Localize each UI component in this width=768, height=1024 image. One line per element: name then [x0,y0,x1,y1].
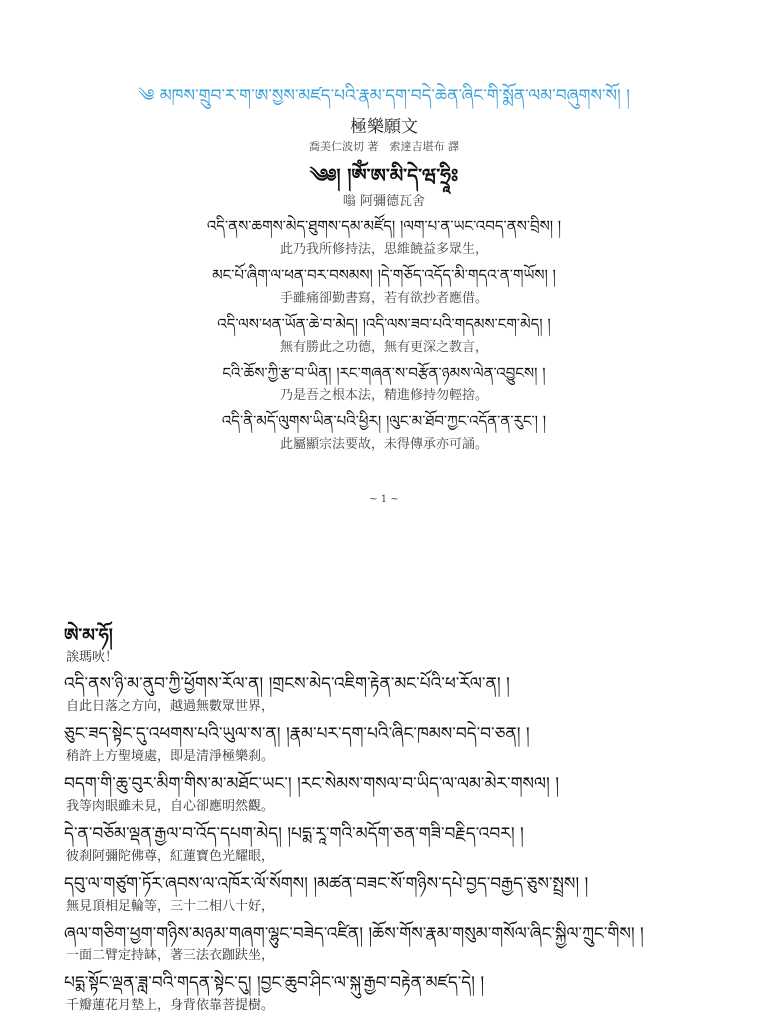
tibetan-title: ༄ མཁས་གྲུབ་ར་ག་ཨ་སྱས་མཛད་པའི་རྣམ་དག་བདེ་ཆེན་ཞིང་གི་སྨོན་ལམ་བཞུགས་སོ། ། [138,86,630,106]
chinese-title: 極樂願文 [350,117,418,137]
prayer-verse-tibetan: ཞལ་གཅིག་ཕྱག་གཉིས་མཉམ་གཞག་ལྷུང་བཟེད་འཛིན། །ཆོས་གོས་རྣམ་གསུམ་གསོལ་ཞིང་སྐྱིལ་ཀྲུང་གིས། ། [64,924,644,944]
colophon-verse-chinese: 此乃我所修持法，思維饒益多眾生， [279,242,488,257]
opening-exclamation-chinese: 誒瑪吙！ [66,650,119,665]
prayer-verse-tibetan: འདི་ནས་ཉི་མ་ནུབ་ཀྱི་ཕྱོགས་རོལ་ན། །གྲངས་མེད་འཇིག་རྟེན་མང་པོའི་ཕ་རོལ་ན། ། [64,674,510,694]
prayer-verse-tibetan: བདག་གི་ཆུ་བུར་མིག་གིས་མ་མཐོང་ཡང་། །རང་སེམས་གསལ་བ་ཡིད་ལ་ལམ་མེར་གསལ། ། [64,774,559,794]
prayer-verse-chinese: 自此日落之方向，越過無數眾世界， [66,699,275,714]
colophon-verse-tibetan: འདི་ནས་ཆགས་མེད་ཐུགས་དམ་མཛོད། །ལག་པ་ན་ཡང་འབད་ནས་བྲིས། ། [206,217,562,235]
prayer-verse-chinese: 千瓣蓮花月墊上，身背依靠菩提樹。 [66,998,275,1013]
colophon-verse-chinese: 無有勝此之功德，無有更深之教言， [279,340,488,355]
prayer-verse-tibetan: ཅུང་ཟད་སྟེང་དུ་འཕགས་པའི་ཡུལ་ས་ན། །རྣམ་པར་དག་པའི་ཞིང་ཁམས་བདེ་བ་ཅན། ། [64,724,530,744]
opening-exclamation-tibetan: ཨེ་མ་ཧོ། [64,625,113,646]
colophon-verse-tibetan: ངའི་ཆོས་ཀྱི་རྩ་བ་ཡིན། །རང་གཞན་ས་བརྩོན་ཉམས་ལེན་འབྱུངས། ། [222,364,546,382]
prayer-verse-tibetan: པདྨ་སྟོང་ལྡན་ཟླ་བའི་གདན་སྟེང་དུ། །བྱང་ཆུབ་ཤིང་ལ་སྐུ་རྒྱབ་བརྟེན་མཛད་དེ། ། [64,973,485,993]
prayer-verse-chinese: 稍許上方聖境處，即是清淨極樂刹。 [66,749,275,764]
prayer-verse-chinese: 我等肉眼雖未見，自心卻應明然觀。 [66,799,275,814]
prayer-verse-tibetan: དེ་ན་བཅོམ་ལྡན་རྒྱལ་བ་འོད་དཔག་མེད། །པདྨ་རཱ་གའི་མདོག་ཅན་གཟི་བརྗིད་འབར། ། [64,824,524,844]
page-gap [0,540,768,560]
colophon-verse-chinese: 乃是吾之根本法，精進修持勿輕捨。 [279,388,488,403]
prayer-verse-tibetan: དབུ་ལ་གཙུག་ཏོར་ཞབས་ལ་འཁོར་ལོ་སོགས། །མཚན་བཟང་སོ་གཉིས་དཔེ་བྱད་བརྒྱད་ཅུས་སྤྲས། ། [64,874,589,894]
prayer-verse-chinese: 無見頂相足輪等，三十二相八十好， [66,899,275,914]
mantra-chinese: 嗡 阿彌德瓦舍 [342,194,426,209]
colophon-verse-chinese: 手雖痛卻勤書寫，若有欲抄者應借。 [279,291,488,306]
colophon-verse-tibetan: མང་པོ་ཞིག་ལ་ཕན་བར་བསམས། །དེ་གཅོད་འདོད་མི་གདའ་ན་གཡོས། ། [212,266,556,284]
prayer-verse-chinese: 一面二臂定持缽，著三法衣跏趺坐， [66,948,275,963]
author-translator-byline: 喬美仁波切 著 索達吉堪布 譯 [309,140,459,153]
colophon-verse-tibetan: འདི་ནི་མདོ་ལུགས་ཡིན་པའི་ཕྱིར། །ལུང་མ་ཐོབ་ཀྱང་འདོན་ན་རུང་། ། [221,412,547,430]
colophon-verse-tibetan: འདི་ལས་ཕན་ཡོན་ཆེ་བ་མེད། །འདི་ལས་ཟབ་པའི་གདམས་ངག་མེད། ། [217,315,551,333]
page-number: ~ 1 ~ [369,494,399,505]
mantra-tibetan: ༄༅། །ཨོཾ་ཨ་མི་དེ་ཝ་ཧྲཱིཿ [309,165,459,187]
colophon-verse-chinese: 此屬顯宗法要故，未得傳承亦可誦。 [279,437,488,452]
prayer-verse-chinese: 彼刹阿彌陀佛尊，紅蓮寶色光耀眼， [66,849,275,864]
